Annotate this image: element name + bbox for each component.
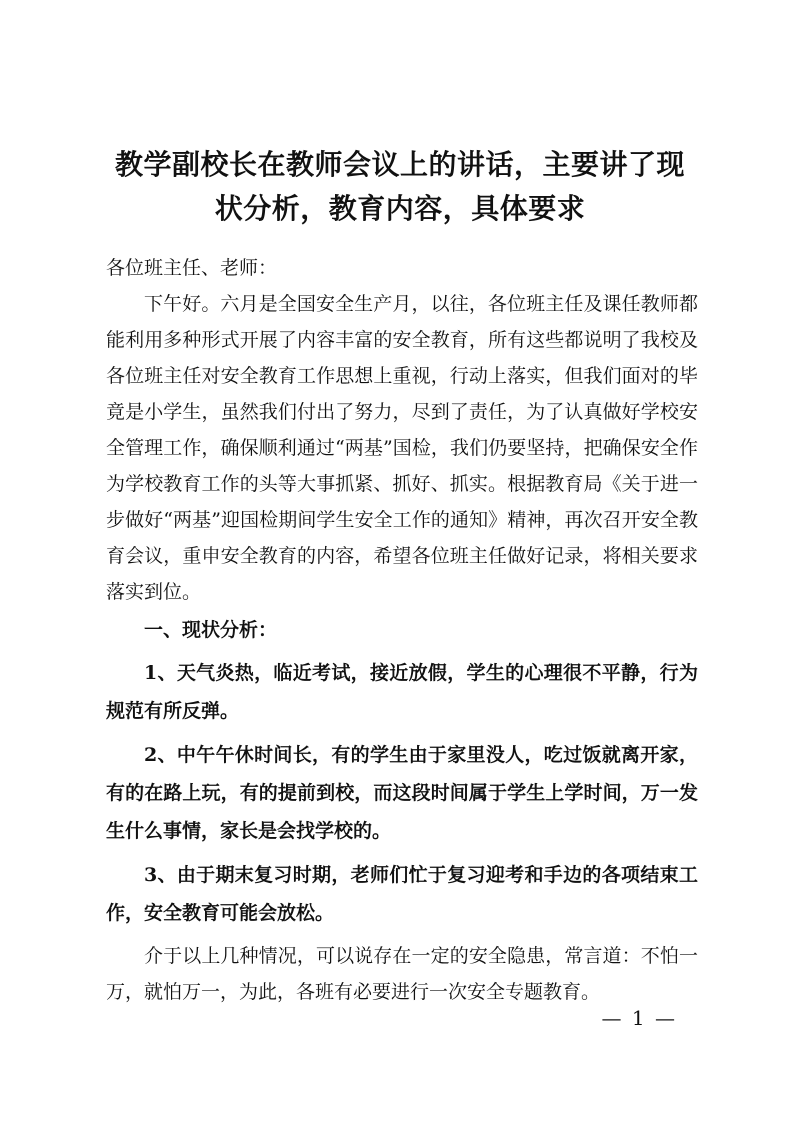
- intro-paragraph: 下午好。六月是全国安全生产月，以往，各位班主任及课任教师都能利用多种形式开展了内容丰富的安全教育，所有这些都说明了我校及各位班主任对安全教育工作思想上重视，行动上落实，但我们面对的毕竟是小学生，虽然我们付出了努力，尽到了责任，为了认真做好学校安全管理工作，确保顺利通过“两基”国检，我们仍要坚持，把确保安全作为学校教育工作的头等大事抓紧、抓好、抓实。根据教育局《关于进一步做好“两基”迎国检期间学生安全工作的通知》精神，再次召开安全教育会议，重申安全教育的内容，希望各位班主任做好记录，将相关要求落实到位。: [106, 293, 698, 603]
- closing-paragraph: 介于以上几种情况，可以说存在一定的安全隐患，常言道：不怕一万，就怕万一，为此，各班有必要进行一次安全专题教育。: [106, 945, 698, 1003]
- analysis-point: 3、由于期末复习时期，老师们忙于复习迎考和手边的各项结束工作，安全教育可能会放松。: [106, 864, 698, 924]
- title-line-1: 教学副校长在教师会议上的讲话，主要讲了现: [114, 148, 685, 181]
- analysis-point: 2、中午午休时间长，有的学生由于家里没人，吃过饭就离开家，有的在路上玩，有的提前到校，而这段时间属于学生上学时间，万一发生什么事情，家长是会找学校的。: [106, 744, 698, 842]
- section-heading: 一、现状分析：: [144, 619, 278, 641]
- page-number: — 1 —: [601, 1006, 677, 1030]
- analysis-point: 1、天气炎热，临近考试，接近放假，学生的心理很不平静，行为规范有所反弹。: [106, 662, 698, 722]
- salutation: 各位班主任、老师：: [106, 257, 278, 279]
- document-body: [106, 250, 698, 1010]
- document-title: [100, 143, 700, 231]
- title-line-2: 状分析，教育内容，具体要求: [214, 192, 586, 225]
